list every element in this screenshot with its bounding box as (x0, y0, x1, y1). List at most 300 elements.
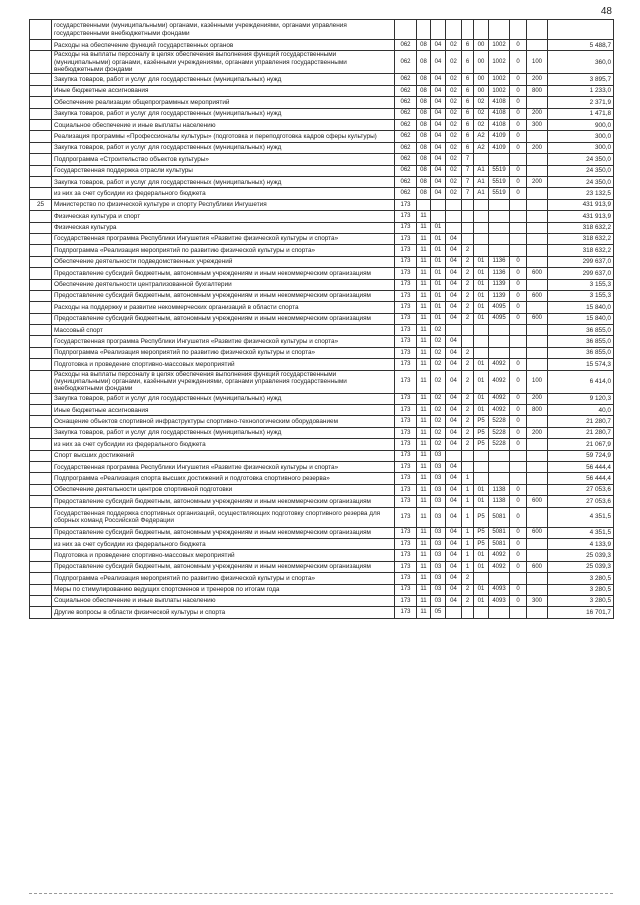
expense-type-code-cell (527, 539, 548, 550)
row-number-cell (30, 370, 52, 393)
main-event-code-cell: 01 (474, 550, 489, 561)
subsection-code-cell (431, 199, 446, 210)
program-code-cell (446, 20, 462, 40)
uv-code-cell (510, 245, 527, 256)
main-event-code-cell: P5 (474, 416, 489, 427)
ministry-code-cell: 173 (395, 539, 417, 550)
ministry-code-cell: 173 (395, 427, 417, 438)
uv-code-cell: 0 (510, 584, 527, 595)
main-event-code-cell (474, 222, 489, 233)
main-event-code-cell: 02 (474, 108, 489, 119)
section-code-cell: 11 (417, 416, 431, 427)
subprogram-code-cell: 6 (462, 108, 474, 119)
table-row (30, 473, 614, 484)
amount-cell: 21 280,7 (548, 427, 614, 438)
row-number-cell (30, 313, 52, 324)
section-code-cell: 08 (417, 188, 431, 199)
amount-cell: 56 444,4 (548, 473, 614, 484)
subsection-code-cell: 05 (431, 607, 446, 618)
amount-cell: 1 233,0 (548, 85, 614, 96)
item-name-cell: Государственная программа Республики Ингушетия «Развитие физической культуры и спорта» (52, 336, 395, 347)
table-row (30, 347, 614, 358)
item-name-cell: Предоставление субсидий бюджетным, автономным учреждениям и иным некоммерческим организациям (52, 290, 395, 301)
expense-type-code-cell: 200 (527, 142, 548, 153)
uv-code-cell: 0 (510, 51, 527, 74)
item-name-cell: Обеспечение деятельности центров спортивной подготовки (52, 484, 395, 495)
main-event-code-cell (474, 154, 489, 165)
subsection-code-cell: 01 (431, 268, 446, 279)
section-code-cell: 08 (417, 108, 431, 119)
expense-type-code-cell: 200 (527, 393, 548, 404)
item-name-cell: Другие вопросы в области физической культуры и спорта (52, 607, 395, 618)
direction-code-cell (489, 336, 510, 347)
row-number-cell (30, 188, 52, 199)
direction-code-cell (489, 325, 510, 336)
item-name-cell: Физическая культура (52, 222, 395, 233)
row-number-cell (30, 142, 52, 153)
section-code-cell: 08 (417, 74, 431, 85)
main-event-code-cell (474, 336, 489, 347)
ministry-code-cell: 173 (395, 405, 417, 416)
amount-cell: 4 133,9 (548, 539, 614, 550)
uv-code-cell: 0 (510, 188, 527, 199)
row-number-cell (30, 393, 52, 404)
amount-cell: 24 350,0 (548, 154, 614, 165)
ministry-code-cell: 173 (395, 439, 417, 450)
section-code-cell: 11 (417, 561, 431, 572)
subsection-code-cell: 02 (431, 370, 446, 393)
section-code-cell: 11 (417, 507, 431, 527)
subprogram-code-cell: 2 (462, 416, 474, 427)
expense-type-code-cell: 600 (527, 561, 548, 572)
subprogram-code-cell: 1 (462, 507, 474, 527)
main-event-code-cell: 01 (474, 279, 489, 290)
ministry-code-cell: 173 (395, 484, 417, 495)
row-number-cell (30, 336, 52, 347)
expense-type-code-cell (527, 462, 548, 473)
table-row (30, 313, 614, 324)
row-number-cell (30, 108, 52, 119)
uv-code-cell (510, 199, 527, 210)
expense-type-code-cell (527, 325, 548, 336)
expense-type-code-cell (527, 222, 548, 233)
section-code-cell (417, 199, 431, 210)
main-event-code-cell: P5 (474, 539, 489, 550)
program-code-cell: 04 (446, 290, 462, 301)
program-code-cell (446, 211, 462, 222)
subsection-code-cell: 02 (431, 393, 446, 404)
subprogram-code-cell: 2 (462, 405, 474, 416)
section-code-cell: 11 (417, 550, 431, 561)
table-row (30, 120, 614, 131)
subprogram-code-cell: 2 (462, 268, 474, 279)
table-row (30, 233, 614, 244)
program-code-cell: 02 (446, 51, 462, 74)
row-number-cell (30, 222, 52, 233)
program-code-cell: 04 (446, 347, 462, 358)
ministry-code-cell: 173 (395, 256, 417, 267)
item-name-cell: Подпрограмма «Реализация спорта высших достижений и подготовка спортивного резерва» (52, 473, 395, 484)
subsection-code-cell: 03 (431, 539, 446, 550)
section-code-cell: 11 (417, 462, 431, 473)
ministry-code-cell: 062 (395, 51, 417, 74)
main-event-code-cell: 01 (474, 290, 489, 301)
main-event-code-cell: P5 (474, 427, 489, 438)
expense-type-code-cell (527, 550, 548, 561)
subsection-code-cell: 03 (431, 462, 446, 473)
direction-code-cell: 4092 (489, 561, 510, 572)
section-code-cell (417, 20, 431, 40)
uv-code-cell (510, 222, 527, 233)
uv-code-cell: 0 (510, 85, 527, 96)
expense-type-code-cell: 800 (527, 405, 548, 416)
item-name-cell: Подпрограмма «Строительство объектов культуры» (52, 154, 395, 165)
expense-type-code-cell: 200 (527, 176, 548, 187)
item-name-cell: Предоставление субсидий бюджетным, автономным учреждениям и иным некоммерческим организациям (52, 268, 395, 279)
subsection-code-cell: 04 (431, 120, 446, 131)
subsection-code-cell: 03 (431, 584, 446, 595)
subprogram-code-cell: 1 (462, 496, 474, 507)
amount-cell: 24 350,0 (548, 165, 614, 176)
uv-code-cell (510, 573, 527, 584)
uv-code-cell: 0 (510, 539, 527, 550)
main-event-code-cell (474, 573, 489, 584)
subsection-code-cell: 03 (431, 595, 446, 606)
item-name-cell: Иные бюджетные ассигнования (52, 405, 395, 416)
amount-cell: 318 632,2 (548, 222, 614, 233)
ministry-code-cell: 173 (395, 313, 417, 324)
subsection-code-cell: 03 (431, 450, 446, 461)
table-row (30, 108, 614, 119)
expense-type-code-cell (527, 302, 548, 313)
table-row (30, 85, 614, 96)
uv-code-cell (510, 347, 527, 358)
main-event-code-cell: 01 (474, 359, 489, 370)
section-code-cell: 11 (417, 211, 431, 222)
amount-cell: 3 280,5 (548, 595, 614, 606)
expense-type-code-cell (527, 279, 548, 290)
main-event-code-cell (474, 20, 489, 40)
amount-cell: 360,0 (548, 51, 614, 74)
item-name-cell: Меры по стимулированию ведущих спортсменов и тренеров по итогам года (52, 584, 395, 595)
subprogram-code-cell (462, 233, 474, 244)
main-event-code-cell: 02 (474, 97, 489, 108)
main-event-code-cell: 01 (474, 313, 489, 324)
subprogram-code-cell: 2 (462, 584, 474, 595)
item-name-cell: из них за счет субсидии из федерального бюджета (52, 539, 395, 550)
direction-code-cell: 5228 (489, 416, 510, 427)
subsection-code-cell: 02 (431, 359, 446, 370)
section-code-cell: 11 (417, 473, 431, 484)
item-name-cell: Иные бюджетные ассигнования (52, 85, 395, 96)
row-number-cell (30, 439, 52, 450)
subprogram-code-cell (462, 20, 474, 40)
ministry-code-cell: 173 (395, 347, 417, 358)
section-code-cell: 11 (417, 245, 431, 256)
subsection-code-cell: 01 (431, 302, 446, 313)
ministry-code-cell: 062 (395, 142, 417, 153)
uv-code-cell: 0 (510, 176, 527, 187)
subprogram-code-cell: 1 (462, 539, 474, 550)
uv-code-cell: 0 (510, 416, 527, 427)
item-name-cell: Подготовка и проведение спортивно-массовых мероприятий (52, 359, 395, 370)
ministry-code-cell: 173 (395, 473, 417, 484)
program-code-cell: 04 (446, 473, 462, 484)
amount-cell: 21 280,7 (548, 416, 614, 427)
row-number-cell (30, 51, 52, 74)
section-code-cell: 11 (417, 427, 431, 438)
item-name-cell: Физическая культура и спорт (52, 211, 395, 222)
table-row (30, 450, 614, 461)
main-event-code-cell: 01 (474, 561, 489, 572)
expense-type-code-cell: 200 (527, 74, 548, 85)
direction-code-cell (489, 450, 510, 461)
expense-type-code-cell: 600 (527, 290, 548, 301)
direction-code-cell: 4095 (489, 313, 510, 324)
subsection-code-cell: 01 (431, 290, 446, 301)
section-code-cell: 11 (417, 279, 431, 290)
table-row (30, 584, 614, 595)
uv-code-cell: 0 (510, 120, 527, 131)
table-row (30, 97, 614, 108)
row-number-cell (30, 290, 52, 301)
ministry-code-cell: 062 (395, 154, 417, 165)
subprogram-code-cell: 2 (462, 595, 474, 606)
row-number-cell (30, 496, 52, 507)
uv-code-cell (510, 20, 527, 40)
subprogram-code-cell (462, 222, 474, 233)
section-code-cell: 08 (417, 51, 431, 74)
amount-cell: 4 351,5 (548, 527, 614, 538)
amount-cell: 431 913,9 (548, 211, 614, 222)
program-code-cell: 02 (446, 40, 462, 51)
item-name-cell: Закупка товаров, работ и услуг для государственных (муниципальных) нужд (52, 74, 395, 85)
row-number-cell (30, 416, 52, 427)
program-code-cell (446, 450, 462, 461)
subsection-code-cell: 03 (431, 573, 446, 584)
ministry-code-cell: 062 (395, 176, 417, 187)
subsection-code-cell: 03 (431, 507, 446, 527)
amount-cell (548, 20, 614, 40)
amount-cell: 25 039,3 (548, 561, 614, 572)
uv-code-cell: 0 (510, 595, 527, 606)
amount-cell: 27 053,6 (548, 496, 614, 507)
uv-code-cell: 0 (510, 439, 527, 450)
subprogram-code-cell: 7 (462, 154, 474, 165)
amount-cell: 299 637,0 (548, 256, 614, 267)
row-number-cell (30, 507, 52, 527)
section-code-cell: 11 (417, 484, 431, 495)
program-code-cell: 04 (446, 233, 462, 244)
subprogram-code-cell: 6 (462, 40, 474, 51)
amount-cell: 3 280,5 (548, 573, 614, 584)
uv-code-cell (510, 473, 527, 484)
item-name-cell: Предоставление субсидий бюджетным, автономным учреждениям и иным некоммерческим организациям (52, 527, 395, 538)
table-row (30, 154, 614, 165)
ministry-code-cell: 173 (395, 550, 417, 561)
main-event-code-cell: P5 (474, 527, 489, 538)
direction-code-cell: 5519 (489, 176, 510, 187)
program-code-cell: 04 (446, 539, 462, 550)
ministry-code-cell: 062 (395, 85, 417, 96)
item-name-cell: Социальное обеспечение и иные выплаты населению (52, 120, 395, 131)
row-number-cell (30, 359, 52, 370)
expense-type-code-cell (527, 154, 548, 165)
table-row (30, 279, 614, 290)
item-name-cell: Подпрограмма «Реализация мероприятий по развитию физической культуры и спорта» (52, 347, 395, 358)
section-code-cell: 11 (417, 393, 431, 404)
item-name-cell: Расходы на выплаты персоналу в целях обеспечения выполнения функций государственными (муниципальными) органами, казёнными учреждениями, органами управления государственными внебюджетными фондами (52, 370, 395, 393)
section-code-cell: 11 (417, 302, 431, 313)
table-row (30, 416, 614, 427)
row-number-cell (30, 347, 52, 358)
program-code-cell (446, 199, 462, 210)
ministry-code-cell: 173 (395, 607, 417, 618)
expense-type-code-cell (527, 165, 548, 176)
section-code-cell: 11 (417, 222, 431, 233)
table-row (30, 393, 614, 404)
expense-type-code-cell: 200 (527, 108, 548, 119)
row-number-cell (30, 268, 52, 279)
row-number-cell (30, 539, 52, 550)
ministry-code-cell: 062 (395, 120, 417, 131)
table-row (30, 40, 614, 51)
amount-cell: 15 574,3 (548, 359, 614, 370)
subprogram-code-cell: 2 (462, 573, 474, 584)
expense-type-code-cell: 300 (527, 120, 548, 131)
amount-cell: 25 039,3 (548, 550, 614, 561)
main-event-code-cell: A1 (474, 188, 489, 199)
expense-type-code-cell: 100 (527, 51, 548, 74)
amount-cell: 431 913,9 (548, 199, 614, 210)
ministry-code-cell: 173 (395, 290, 417, 301)
ministry-code-cell: 173 (395, 416, 417, 427)
section-code-cell: 08 (417, 131, 431, 142)
row-number-cell (30, 473, 52, 484)
direction-code-cell: 4092 (489, 370, 510, 393)
amount-cell: 300,0 (548, 131, 614, 142)
section-code-cell: 08 (417, 165, 431, 176)
subsection-code-cell: 01 (431, 256, 446, 267)
direction-code-cell: 1136 (489, 256, 510, 267)
subprogram-code-cell: 7 (462, 176, 474, 187)
row-number-cell (30, 573, 52, 584)
item-name-cell: Спорт высших достижений (52, 450, 395, 461)
subprogram-code-cell (462, 211, 474, 222)
subprogram-code-cell: 6 (462, 142, 474, 153)
subsection-code-cell: 02 (431, 416, 446, 427)
amount-cell: 56 444,4 (548, 462, 614, 473)
expense-type-code-cell (527, 336, 548, 347)
row-number-cell (30, 211, 52, 222)
ministry-code-cell (395, 20, 417, 40)
amount-cell: 1 471,8 (548, 108, 614, 119)
main-event-code-cell (474, 607, 489, 618)
item-name-cell: Закупка товаров, работ и услуг для государственных (муниципальных) нужд (52, 427, 395, 438)
amount-cell: 318 632,2 (548, 233, 614, 244)
direction-code-cell (489, 20, 510, 40)
uv-code-cell: 0 (510, 302, 527, 313)
uv-code-cell: 0 (510, 279, 527, 290)
program-code-cell: 04 (446, 550, 462, 561)
table-row (30, 607, 614, 618)
subsection-code-cell: 02 (431, 427, 446, 438)
row-number-cell (30, 279, 52, 290)
uv-code-cell: 0 (510, 74, 527, 85)
uv-code-cell: 0 (510, 290, 527, 301)
row-number-cell (30, 74, 52, 85)
uv-code-cell: 0 (510, 256, 527, 267)
section-code-cell: 11 (417, 268, 431, 279)
item-name-cell: Обеспечение деятельности централизованной бухгалтерии (52, 279, 395, 290)
section-code-cell: 11 (417, 290, 431, 301)
amount-cell: 3 155,3 (548, 279, 614, 290)
section-code-cell: 11 (417, 527, 431, 538)
subprogram-code-cell: 6 (462, 51, 474, 74)
ministry-code-cell: 173 (395, 507, 417, 527)
subprogram-code-cell: 2 (462, 245, 474, 256)
subsection-code-cell: 01 (431, 313, 446, 324)
uv-code-cell: 0 (510, 268, 527, 279)
ministry-code-cell: 173 (395, 279, 417, 290)
main-event-code-cell: 00 (474, 51, 489, 74)
table-row (30, 268, 614, 279)
program-code-cell: 04 (446, 561, 462, 572)
item-name-cell: Государственная поддержка отрасли культуры (52, 165, 395, 176)
table-row (30, 573, 614, 584)
subprogram-code-cell: 2 (462, 359, 474, 370)
direction-code-cell (489, 211, 510, 222)
item-name-cell: Закупка товаров, работ и услуг для государственных (муниципальных) нужд (52, 142, 395, 153)
item-name-cell: Социальное обеспечение и иные выплаты населению (52, 595, 395, 606)
table-row (30, 462, 614, 473)
uv-code-cell: 0 (510, 142, 527, 153)
table-row (30, 370, 614, 393)
subprogram-code-cell: 2 (462, 313, 474, 324)
table-row (30, 507, 614, 527)
subprogram-code-cell: 7 (462, 165, 474, 176)
item-name-cell: Обеспечение деятельности подведомственных учреждений (52, 256, 395, 267)
program-code-cell: 04 (446, 427, 462, 438)
subsection-code-cell: 01 (431, 222, 446, 233)
table-row (30, 290, 614, 301)
main-event-code-cell: 01 (474, 405, 489, 416)
row-number-cell (30, 20, 52, 40)
table-row (30, 245, 614, 256)
program-code-cell: 04 (446, 405, 462, 416)
row-number-cell (30, 97, 52, 108)
bottom-rule (29, 893, 613, 894)
subprogram-code-cell (462, 199, 474, 210)
subsection-code-cell: 03 (431, 484, 446, 495)
ministry-code-cell: 173 (395, 584, 417, 595)
item-name-cell: Обеспечение реализации общепрограммных мероприятий (52, 97, 395, 108)
program-code-cell: 02 (446, 154, 462, 165)
subsection-code-cell: 04 (431, 85, 446, 96)
ministry-code-cell: 173 (395, 199, 417, 210)
ministry-code-cell: 173 (395, 233, 417, 244)
main-event-code-cell (474, 450, 489, 461)
program-code-cell: 04 (446, 462, 462, 473)
row-number-cell (30, 450, 52, 461)
section-code-cell: 11 (417, 584, 431, 595)
main-event-code-cell: A1 (474, 176, 489, 187)
page-number: 48 (600, 6, 612, 17)
expense-type-code-cell (527, 199, 548, 210)
expense-type-code-cell (527, 347, 548, 358)
program-code-cell: 04 (446, 279, 462, 290)
program-code-cell: 04 (446, 313, 462, 324)
